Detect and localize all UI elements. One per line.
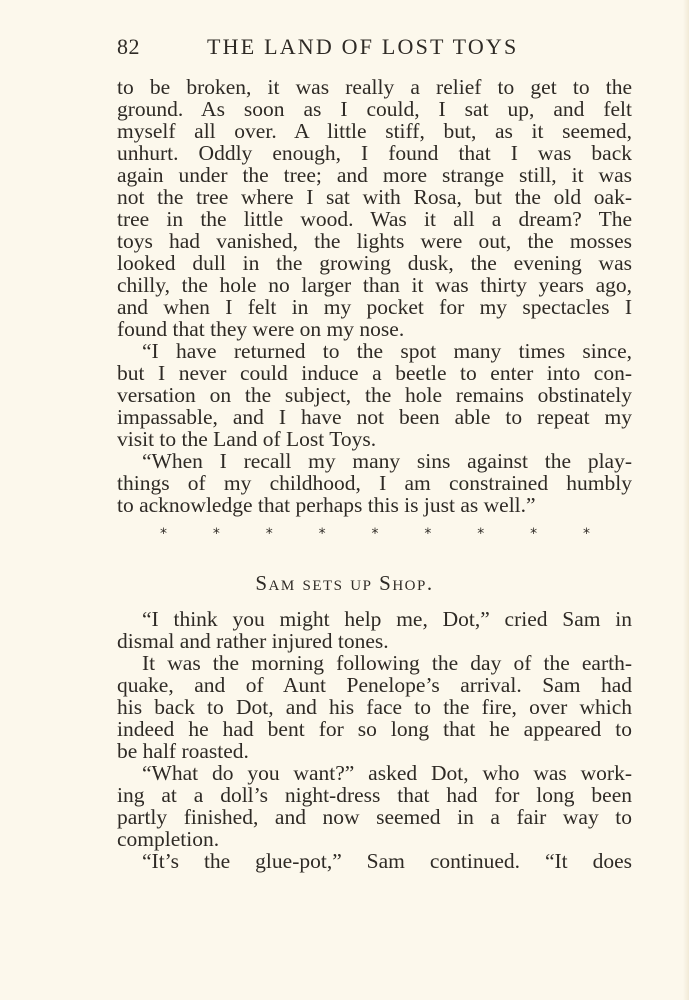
text-line: dismal and rather injured tones. [117,629,389,653]
asterisk-icon: * [318,526,326,542]
text-line: not the tree where I sat with Rosa, but the old oak- [117,185,632,209]
text-line: impassable, and I have not been able to repeat my [117,405,632,429]
text-line: tree in the little wood. Was it all a dream? The [117,207,632,231]
asterisk-icon: * [424,526,432,542]
asterisk-icon: * [371,526,379,542]
asterisk-icon: * [477,526,485,542]
text-line: ground. As soon as I could, I sat up, and felt [117,97,632,121]
text-line: “It’s the glue-pot,” Sam continued. “It does [142,849,632,873]
text-line: completion. [117,827,220,851]
text-line: “I think you might help me, Dot,” cried Sam in [142,607,632,631]
text-line: indeed he had bent for so long that he appeared to [117,717,632,741]
text-line: chilly, the hole no larger than it was thirty years ago, [117,273,632,297]
text-line: “When I recall my many sins against the play- [142,449,632,473]
page-header [117,34,632,64]
page-number: 82 [117,34,140,59]
text-line: “What do you want?” asked Dot, who was work- [142,761,632,785]
text-line: again under the tree; and more strange still, it was [117,163,632,187]
text-line: ing at a doll’s night-dress that had for long been [117,783,632,807]
asterisk-icon: * [265,526,273,542]
text-line: versation on the subject, the hole remains obstinately [117,383,632,407]
text-line: It was the morning following the day of the earth- [142,651,632,675]
text-line: to acknowledge that perhaps this is just as well.” [117,493,536,517]
text-line: “I have returned to the spot many times since, [142,339,632,363]
text-line: but I never could induce a beetle to enter into con- [117,361,632,385]
text-line: be half roasted. [117,739,249,763]
text-line: visit to the Land of Lost Toys. [117,427,377,451]
asterisk-icon: * [212,526,220,542]
text-line: unhurt. Oddly enough, I found that I was back [117,141,632,165]
text-line: quake, and of Aunt Penelope’s arrival. Sam had [117,673,632,697]
running-head: THE LAND OF LOST TOYS [207,34,519,59]
section-title: Sam sets up Shop. [255,571,434,595]
text-line: partly finished, and now seemed in a fair way to [117,805,632,829]
text-line: looked dull in the growing dusk, the evening was [117,251,632,275]
page-edge [683,0,689,1000]
asterisk-icon: * [583,526,590,542]
asterisk-icon: * [530,526,538,542]
text-line: to be broken, it was really a relief to get to the [117,75,632,99]
asterisk-icon: * [160,526,167,542]
text-line: and when I felt in my pocket for my spectacles I [117,295,632,319]
text-line: things of my childhood, I am constrained humbly [117,471,632,495]
text-line: toys had vanished, the lights were out, the mosses [117,229,632,253]
text-line: his back to Dot, and his face to the fire, over which [117,695,632,719]
section-break [160,526,590,542]
text-line: found that they were on my nose. [117,317,405,341]
text-line: myself all over. A little stiff, but, as it seemed, [117,119,632,143]
